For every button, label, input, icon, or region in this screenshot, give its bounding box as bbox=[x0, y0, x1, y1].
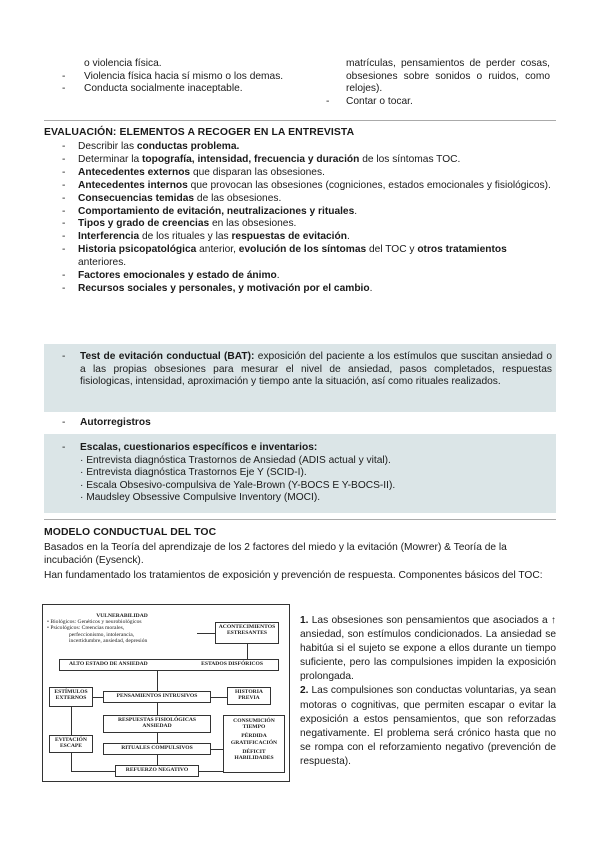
dash: - bbox=[62, 244, 66, 256]
bold-text: Comportamiento de evitación, neutralizaciones y rituales bbox=[78, 205, 355, 217]
bold-text: respuestas de evitación bbox=[231, 231, 347, 243]
evaluacion-item bbox=[62, 180, 556, 193]
text: anteriores. bbox=[78, 257, 127, 269]
connector bbox=[157, 703, 158, 715]
text: de las obsesiones. bbox=[194, 192, 282, 204]
text: . bbox=[354, 205, 358, 217]
connector bbox=[71, 707, 72, 735]
dash: - bbox=[62, 141, 66, 152]
dash: - bbox=[62, 70, 66, 82]
bold-text: Factores emocionales y estado de ánimo bbox=[78, 270, 277, 282]
bat-item bbox=[62, 351, 552, 389]
dash: - bbox=[62, 153, 66, 165]
evaluacion-item bbox=[62, 244, 556, 270]
connector bbox=[157, 733, 158, 743]
top-left-column bbox=[62, 58, 302, 96]
bold-text: conductas problema. bbox=[136, 141, 240, 152]
connector bbox=[157, 671, 158, 691]
bold-text: topografía, intensidad, frecuencia y duración bbox=[141, 153, 360, 165]
label-perdida: PÉRDIDA GRATIFICACIÓN bbox=[230, 733, 278, 746]
escala-1: · Entrevista diagnóstica Trastornos de Ansiedad (ADIS actual y vital). bbox=[80, 454, 391, 466]
text: Determinar la bbox=[78, 153, 142, 165]
escalas-title: Escalas, cuestionarios específicos e inventarios: bbox=[80, 442, 318, 453]
text: que provocan las obsesiones (cogniciones, estados emocionales y fisiológicos). bbox=[187, 179, 551, 191]
dash: - bbox=[62, 270, 66, 282]
bold-text: otros tratamientos bbox=[417, 244, 507, 256]
vulnerabilidad-line-3: perfeccionismo, intolerancia, bbox=[69, 631, 135, 638]
bold-text: evolución de los síntomas bbox=[238, 244, 367, 256]
text: que disparan las obsesiones. bbox=[190, 166, 325, 178]
connector bbox=[247, 644, 248, 659]
text: . bbox=[346, 231, 350, 243]
bold-text: Historia psicopatológica bbox=[78, 244, 197, 256]
consecuencias-group bbox=[223, 715, 285, 773]
connector bbox=[211, 749, 223, 750]
vulnerabilidad-line-2: • Psicológicos: Creencias morales, bbox=[47, 625, 125, 632]
evaluacion-item bbox=[62, 206, 556, 219]
autorregistros-label: Autorregistros bbox=[80, 417, 151, 428]
modelo-explanation bbox=[300, 614, 556, 769]
bold-text: Interferencia bbox=[78, 231, 140, 243]
evaluacion-item bbox=[62, 167, 556, 180]
top-right-item-1: - Contar o tocar. bbox=[326, 95, 413, 107]
escala-4: · Maudsley Obsessive Compulsive Inventory (MOCI). bbox=[80, 492, 321, 504]
dash: - bbox=[62, 83, 66, 95]
bat-title: Test de evitación conductual (BAT): bbox=[80, 351, 255, 362]
label-alto-ansiedad: ALTO ESTADO DE ANSIEDAD bbox=[69, 661, 148, 667]
evaluacion-item bbox=[62, 141, 556, 154]
modelo-paragraph-2: Han fundamentado los tratamientos de exposición y prevención de respuesta. Componentes básicos del TOC: bbox=[44, 570, 543, 581]
box-rituales: RITUALES COMPULSIVOS bbox=[103, 743, 211, 755]
dash: - bbox=[62, 166, 66, 178]
escalas-item bbox=[62, 442, 552, 505]
connector bbox=[157, 755, 158, 765]
dash: - bbox=[62, 282, 66, 294]
box-respuestas: RESPUESTAS FISIOLÓGICAS ANSIEDAD bbox=[103, 715, 211, 733]
bat-text: exposición del paciente a los estímulos que suscitan ansiedad o a las propias obsesiones para mesurar el nivel de ansiedad, pasos completados, respuestas fisiologicas, intensidad, aproximación y tiempo ante la situación, así como rituales realizados. bbox=[80, 351, 552, 388]
dash: - bbox=[62, 231, 66, 243]
evaluacion-title: EVALUACIÓN: ELEMENTOS A RECOGER EN LA ENTREVISTA bbox=[44, 127, 355, 138]
bold-text: Recursos sociales y personales, y motivación por el cambio bbox=[78, 282, 370, 294]
modelo-title: MODELO CONDUCTUAL DEL TOC bbox=[44, 527, 217, 538]
text: en las obsesiones. bbox=[209, 218, 297, 230]
evaluacion-list bbox=[62, 141, 556, 296]
bold-text: Consecuencias temidas bbox=[78, 192, 195, 204]
connector bbox=[71, 771, 115, 772]
explanation-1: 1. Las obsesiones son pensamientos que asociados a ↑ ansiedad, son estímulos condicionados. La ansiedad se habitúa si el sujeto se expone a ellos durante un tiempo suficiente, pero las compulsiones impiden la exposición prolongada. bbox=[300, 615, 556, 683]
box-estimulos: ESTÍMULOS EXTERNOS bbox=[49, 687, 93, 707]
connector bbox=[93, 697, 103, 698]
bold-text: Antecedentes externos bbox=[78, 166, 191, 178]
text: de los síntomas TOC. bbox=[359, 153, 461, 165]
dash: - bbox=[62, 192, 66, 204]
label-estados-disforicos: ESTADOS DISFÓRICOS bbox=[201, 661, 264, 667]
dash: - bbox=[62, 417, 66, 428]
evaluacion-item bbox=[62, 231, 556, 244]
top-right-continuation: matrículas, pensamientos de perder cosas, obsesiones sobre sonidos o ruidos, como relojes). bbox=[346, 58, 550, 95]
box-evitacion: EVITACIÓN ESCAPE bbox=[49, 735, 93, 753]
escala-3: · Escala Obsesivo-compulsiva de Yale-Brown (Y-BOCS E Y-BOCS-II). bbox=[80, 479, 396, 491]
vulnerabilidad-block bbox=[47, 613, 197, 644]
top-right-column bbox=[326, 58, 550, 108]
text: anterior, bbox=[196, 244, 239, 256]
dash: - bbox=[62, 442, 66, 453]
label-consumicion: CONSUMICIÓN TIEMPO bbox=[233, 718, 275, 731]
dash: - bbox=[62, 205, 66, 217]
top-left-item-2: - Conducta socialmente inaceptable. bbox=[62, 83, 243, 95]
bold-text: Antecedentes internos bbox=[78, 179, 188, 191]
text: Describir las bbox=[78, 141, 137, 152]
dash: - bbox=[62, 179, 66, 191]
connector bbox=[197, 633, 215, 634]
box-historia: HISTORIA PREVIA bbox=[227, 687, 271, 705]
text: . bbox=[276, 270, 280, 282]
text: del TOC y bbox=[366, 244, 418, 256]
text: . bbox=[369, 282, 373, 294]
evaluacion-item bbox=[62, 218, 556, 231]
vulnerabilidad-line-4: incertidumbre, ansiedad, depresión bbox=[69, 637, 148, 644]
text: de los rituales y las bbox=[139, 231, 232, 243]
top-left-item-1: - Violencia física hacia sí mismo o los demas. bbox=[62, 70, 284, 82]
explanation-2: 2. Las compulsiones son conductas voluntarias, ya sean motoras o cognitivas, que permiten escapar o evitar la exposición a estos pensamientos, que son reforzadas negativamente. El problema será crónico hasta que no se rompa con el reforzamiento negativo (prevención de respuesta). bbox=[300, 685, 556, 767]
box-pensamientos: PENSAMIENTOS INTRUSIVOS bbox=[103, 691, 211, 703]
vulnerabilidad-line-1: • Biológicos: Genéticos y neurobiológicos bbox=[47, 619, 142, 626]
divider bbox=[44, 519, 556, 520]
connector bbox=[71, 753, 72, 771]
top-left-continuation: o violencia física. bbox=[84, 58, 162, 69]
autorregistros-item bbox=[62, 417, 151, 430]
dash: - bbox=[62, 218, 66, 230]
connector bbox=[199, 771, 223, 772]
divider bbox=[44, 120, 556, 121]
dash: - bbox=[326, 95, 330, 107]
modelo-diagram bbox=[42, 604, 290, 782]
box-ansiedad-disforicos bbox=[59, 659, 279, 671]
box-refuerzo: REFUERZO NEGATIVO bbox=[115, 765, 199, 777]
connector bbox=[211, 697, 227, 698]
bold-text: Tipos y grado de creencias bbox=[78, 218, 210, 230]
label-deficit: DÉFICIT HABILIDADES bbox=[234, 748, 274, 762]
evaluacion-item bbox=[62, 270, 556, 283]
box-acontecimientos: ACONTECIMIENTOS ESTRESANTES bbox=[215, 622, 279, 644]
evaluacion-item bbox=[62, 283, 556, 296]
escala-2: · Entrevista diagnóstica Trastornos Eje Y (SCID-I). bbox=[80, 467, 307, 479]
evaluacion-item bbox=[62, 193, 556, 206]
dash: - bbox=[62, 351, 66, 362]
vulnerabilidad-title: VULNERABILIDAD bbox=[96, 613, 148, 619]
modelo-paragraph-1: Basados en la Teoría del aprendizaje de los 2 factores del miedo y la evitación (Mowrer) & Teoría de la incubación (Eysenck). bbox=[44, 542, 507, 566]
evaluacion-item bbox=[62, 154, 556, 167]
